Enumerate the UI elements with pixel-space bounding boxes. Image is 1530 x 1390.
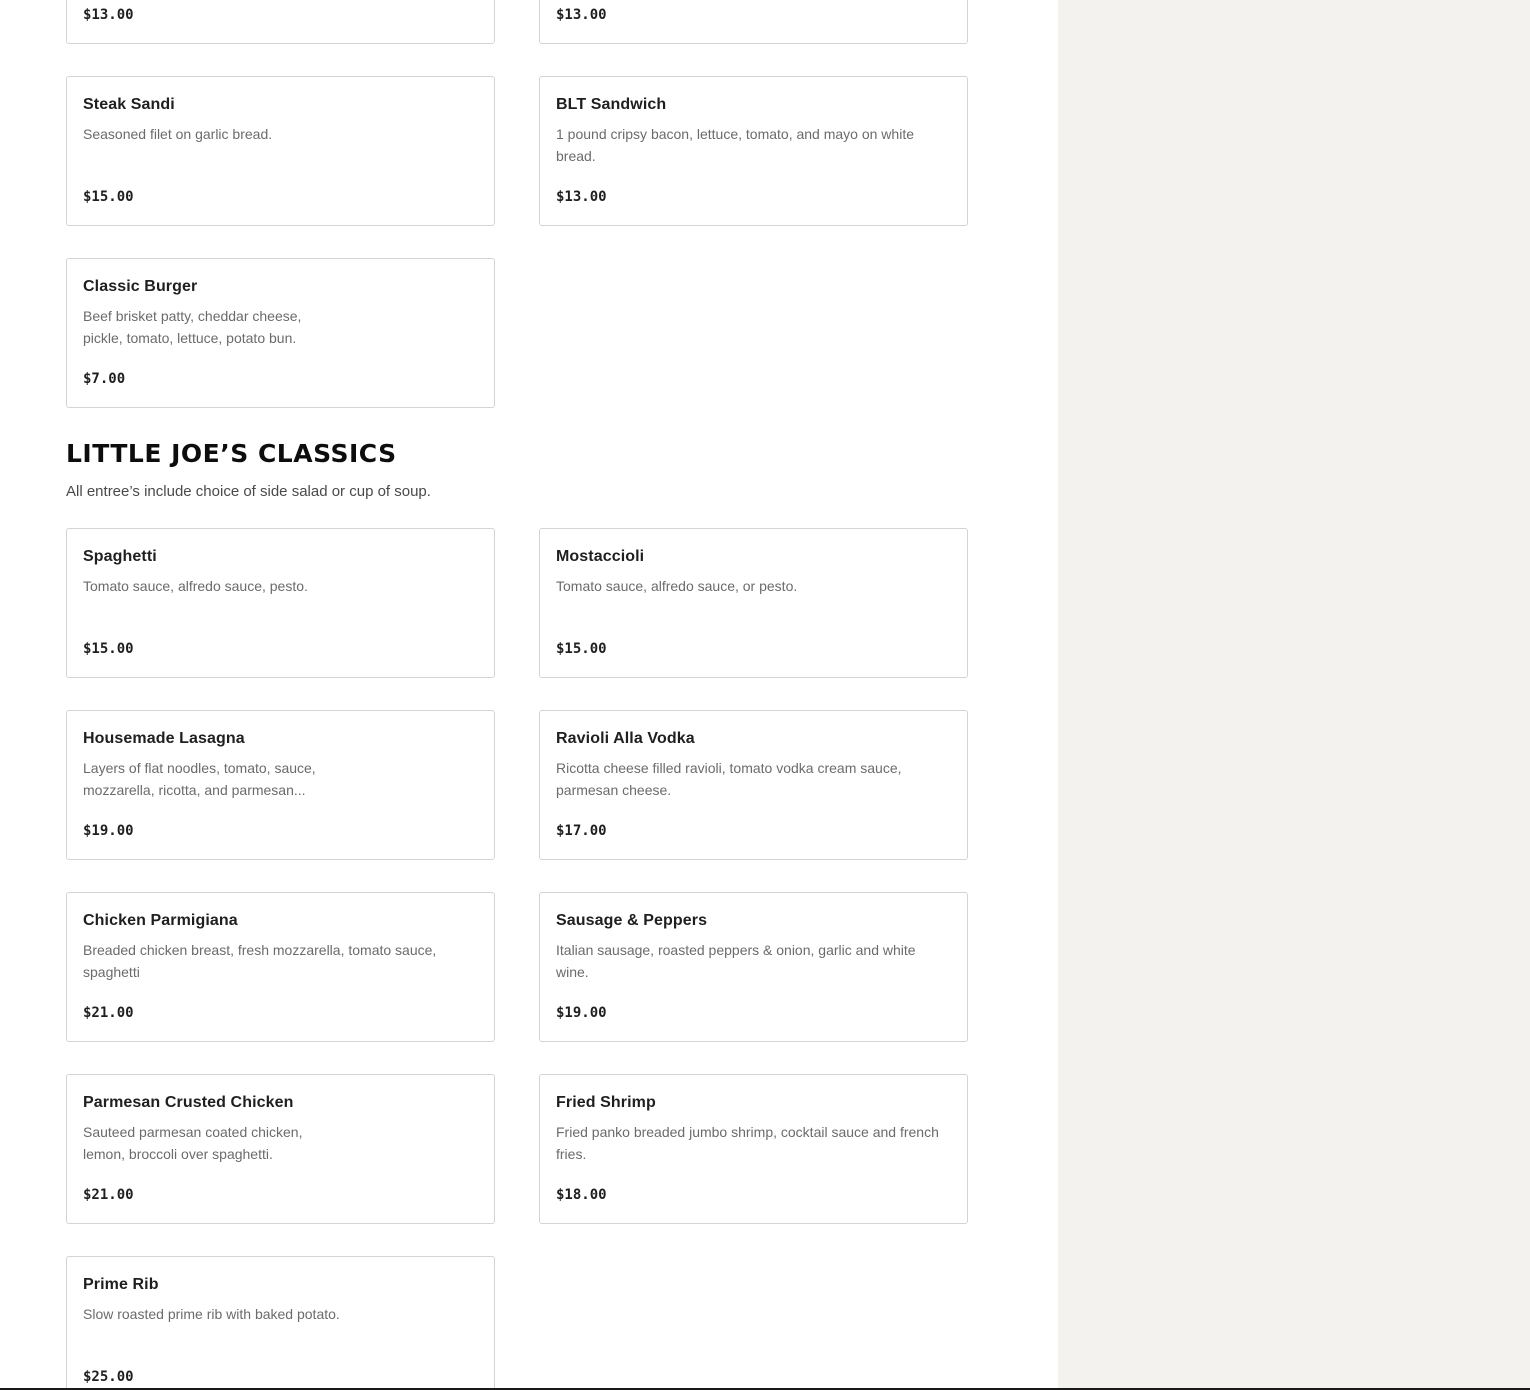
menu-item-card[interactable] <box>66 892 495 1042</box>
menu-item-name: Mostaccioli <box>556 548 645 565</box>
menu-item-price: $13.00 <box>556 7 607 23</box>
menu-item-price: $7.00 <box>83 371 126 387</box>
menu-item-price: $18.00 <box>556 1187 607 1203</box>
menu-item-name: Parmesan Crusted Chicken <box>83 1094 294 1111</box>
menu-item-card[interactable] <box>66 528 495 678</box>
menu-item-name: Housemade Lasagna <box>83 730 245 747</box>
menu-item-card[interactable] <box>539 1074 968 1224</box>
menu-item-description: Slow roasted prime rib with baked potato. <box>83 1306 340 1322</box>
menu-item-price: $21.00 <box>83 1005 134 1021</box>
menu-item-card[interactable] <box>66 258 495 408</box>
menu-item-price: $15.00 <box>83 189 134 205</box>
menu-item-price: $19.00 <box>556 1005 607 1021</box>
menu-item-name: Chicken Parmigiana <box>83 912 238 929</box>
menu-item-name: Steak Sandi <box>83 96 175 113</box>
menu-item-description: Breaded chicken breast, fresh mozzarella, tomato sauce, spaghetti <box>83 942 437 980</box>
menu-item-price: $17.00 <box>556 823 607 839</box>
menu-item-name: Ravioli Alla Vodka <box>556 730 695 747</box>
menu-item-description: Italian sausage, roasted peppers & onion, garlic and white wine. <box>556 942 916 980</box>
menu-item-price: $13.00 <box>556 189 607 205</box>
menu-item-description: Tomato sauce, alfredo sauce, pesto. <box>83 578 308 594</box>
menu-item-price: $15.00 <box>556 641 607 657</box>
menu-item-card[interactable] <box>66 710 495 860</box>
menu-item-description: Beef brisket patty, cheddar cheese, pickle, tomato, lettuce, potato bun. <box>83 308 302 346</box>
menu-item-name: BLT Sandwich <box>556 96 667 113</box>
menu-item-price: $15.00 <box>83 641 134 657</box>
menu-item-name: Sausage & Peppers <box>556 912 708 929</box>
menu-item-description: Layers of flat noodles, tomato, sauce, mozzarella, ricotta, and parmesan... <box>83 760 316 798</box>
section-note: All entree’s include choice of side salad or cup of soup. <box>66 483 431 500</box>
menu-item-card[interactable] <box>539 76 968 226</box>
menu-item-name: Classic Burger <box>83 278 198 295</box>
menu-item-price: $25.00 <box>83 1369 134 1385</box>
menu-item-price: $21.00 <box>83 1187 134 1203</box>
menu-item-card[interactable] <box>66 1074 495 1224</box>
menu-item-description: Ricotta cheese filled ravioli, tomato vodka cream sauce, parmesan cheese. <box>556 760 902 798</box>
menu-item-name: Spaghetti <box>83 548 157 565</box>
menu-item-price: $19.00 <box>83 823 134 839</box>
menu-item-description: Fried panko breaded jumbo shrimp, cocktail sauce and french fries. <box>556 1124 939 1162</box>
menu-item-card[interactable] <box>539 528 968 678</box>
menu-item-card[interactable] <box>66 1256 495 1390</box>
menu-item-description: Tomato sauce, alfredo sauce, or pesto. <box>556 578 798 594</box>
menu-item-name: Fried Shrimp <box>556 1094 656 1111</box>
side-panel <box>1058 0 1530 1388</box>
section-title: LITTLE JOE’S CLASSICS <box>66 439 397 468</box>
menu-item-name: Prime Rib <box>83 1276 159 1293</box>
menu-item-card[interactable] <box>539 0 968 44</box>
menu-item-description: 1 pound cripsy bacon, lettuce, tomato, and mayo on white bread. <box>556 126 914 164</box>
menu-item-card[interactable] <box>66 0 495 44</box>
menu-item-description: Seasoned filet on garlic bread. <box>83 126 273 142</box>
menu-item-card[interactable] <box>66 76 495 226</box>
menu-item-price: $13.00 <box>83 7 134 23</box>
menu-item-card[interactable] <box>539 892 968 1042</box>
menu-item-card[interactable] <box>539 710 968 860</box>
menu-item-description: Sauteed parmesan coated chicken, lemon, broccoli over spaghetti. <box>83 1124 303 1162</box>
